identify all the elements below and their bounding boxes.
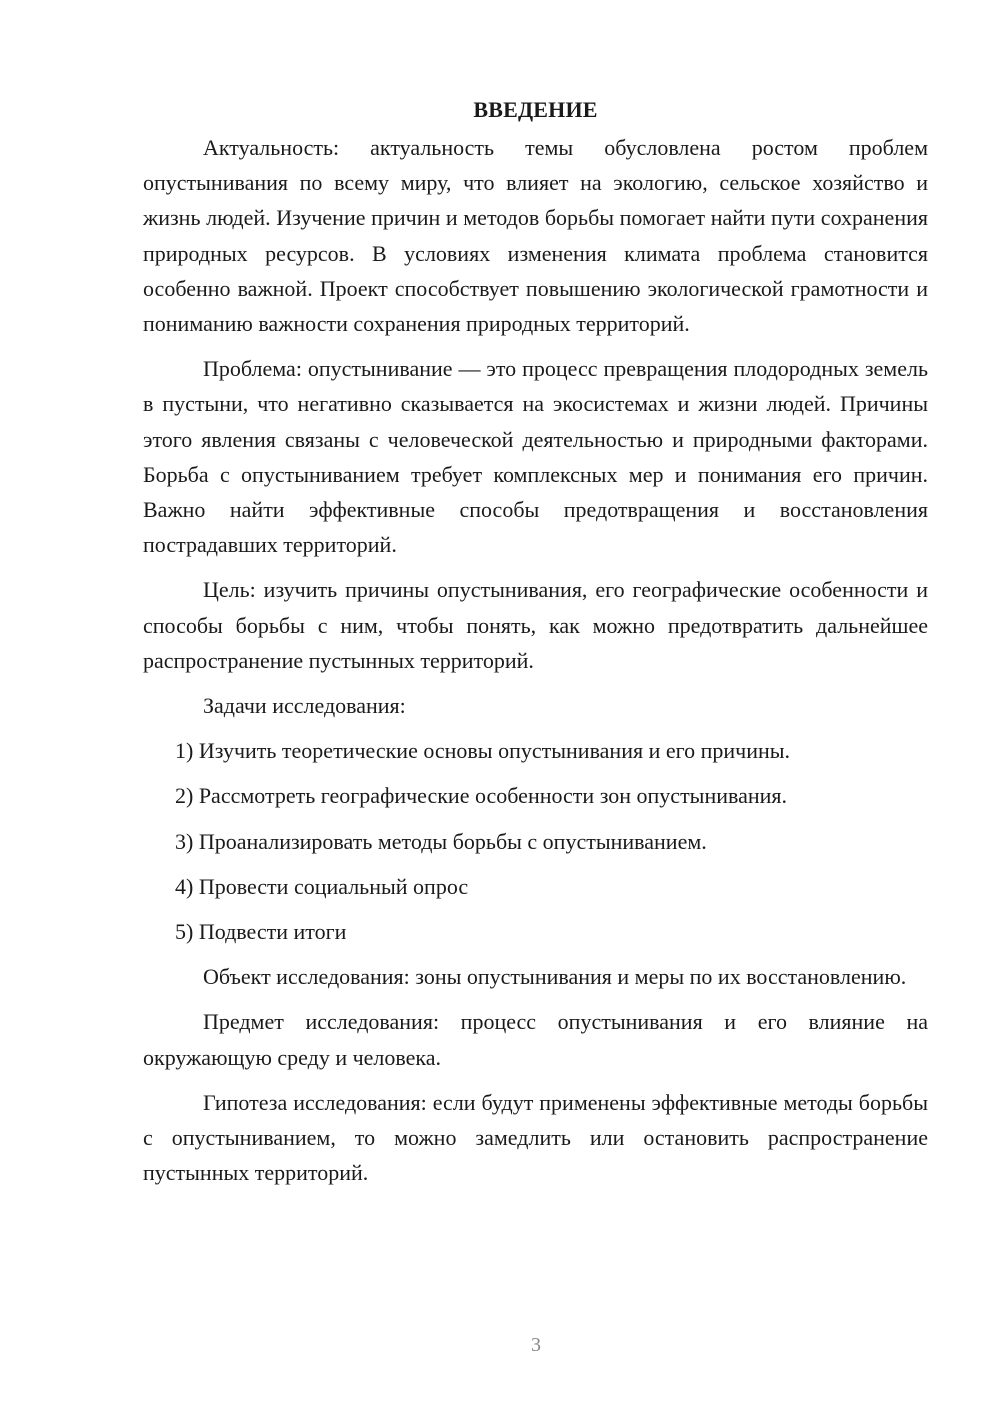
task-item: 4) Провести социальный опрос [175,873,469,899]
tasks-list [143,733,928,949]
task-item: 3) Проанализировать методы борьбы с опустыниванием. [175,828,707,854]
task-item: 5) Подвести итоги [175,919,347,945]
relevance-paragraph: Актуальность: актуальность темы обусловлена ростом проблем опустынивания по всему миру, что влияет на экологию, сельское хозяйство и жизнь людей. Изучение причин и методов борьбы помогает найти пути сохранения природных ресурсов. В условиях изменения климата проблема становится особенно важной. Проект способствует повышению экологической грамотности и пониманию важности сохранения природных территорий. [143,135,928,337]
task-item: 2) Рассмотреть географические особенности зон опустынивания. [175,783,788,809]
page-title: ВВЕДЕНИЕ [473,97,598,122]
page-number: 3 [531,1334,541,1356]
goal-paragraph: Цель: изучить причины опустынивания, его географические особенности и способы борьбы с ним, чтобы понять, как можно предотвратить дальнейшее распространение пустынных территорий. [143,577,928,673]
hypothesis-paragraph: Гипотеза исследования: если будут применены эффективные методы борьбы с опустыниванием, то можно замедлить или остановить распространение пустынных территорий. [143,1089,928,1186]
task-item: 1) Изучить теоретические основы опустынивания и его причины. [175,738,791,764]
tasks-heading: Задачи исследования: [203,693,406,719]
document-page [143,95,928,1200]
object-paragraph: Объект исследования: зоны опустынивания и меры по их восстановлению. [203,964,907,990]
problem-paragraph: Проблема: опустынивание — это процесс превращения плодородных земель в пустыни, что негативно сказывается на экосистемах и жизни людей. Причины этого явления связаны с человеческой деятельностью и природными факторами. Борьба с опустыниванием требует комплексных мер и понимания его причин. Важно найти эффективные способы предотвращения и восстановления пострадавших территорий. [143,356,928,558]
subject-paragraph: Предмет исследования: процесс опустынивания и его влияние на окружающую среду и человека. [143,1009,928,1070]
